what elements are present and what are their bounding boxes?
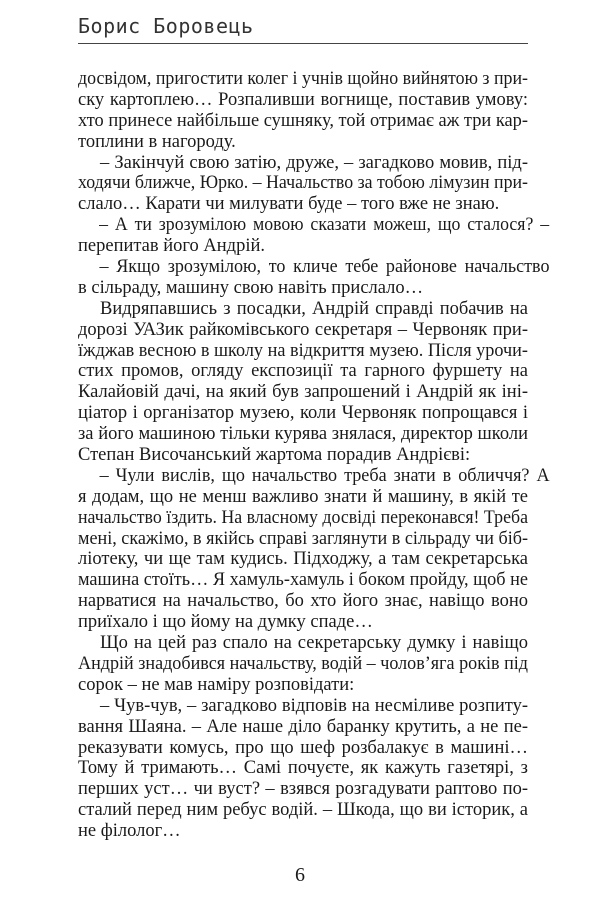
- text-line: начальство їздить. На власному досвіді переконався! Треба: [78, 507, 528, 528]
- paragraph: [78, 153, 528, 216]
- text-line: Степан Височанський жартома порадив Андрієві:: [78, 445, 471, 466]
- text-line: Що на цей раз спало на секретарську думку і навіщо: [100, 633, 528, 654]
- text-line: – Чули вислів, що начальство треба знати в обличчя? А: [99, 465, 550, 486]
- header-rule: [78, 43, 528, 44]
- text-line: Видряпавшись з посадки, Андрій справді побачив на: [100, 298, 528, 319]
- text-line: ходячи ближче, Юрко. – Начальство за тобою лімузин при-: [78, 173, 528, 194]
- text-line: машина стоїть… Я хамуль-хамуль і боком пройду, щоб не: [78, 570, 528, 591]
- text-line: топлини в нагороду.: [78, 131, 236, 152]
- text-line: Андрій знадобився начальству, водій – чолов’яга років під: [78, 653, 528, 674]
- text-line: досвідом, пригостити колег і учнів щойно вийнятою з при-: [78, 69, 528, 89]
- text-line: приїхало і що йому на думку спаде…: [78, 612, 373, 633]
- text-line: дорозі УАЗик райкомівського секретаря – Червоняк при-: [78, 319, 528, 340]
- text-line: ліотеку, чи ще там кудись. Підходжу, а там секретарська: [78, 549, 528, 570]
- text-line: – Закінчуй свою затію, друже, – загадково мовив, під-: [100, 152, 528, 173]
- running-header-author: Борис Боровець: [78, 14, 254, 38]
- text-line: перших уст… чи вуст? – взявся розгадувати раптово по-: [78, 779, 528, 800]
- text-line: – А ти зрозумілою мовою сказати можеш, що сталося? –: [99, 215, 550, 236]
- text-line: – Якщо зрозумілою, то кличе тебе районове начальство: [99, 257, 550, 278]
- text-line: вання Шаяна. – Але наше діло баранку крутить, а не пе-: [78, 716, 528, 737]
- text-line: нарватися на начальство, бо хто його знає, навіщо воно: [78, 591, 528, 612]
- text-line: реказувати комусь, про що шеф розбалакує в машині…: [78, 737, 528, 758]
- paragraph: [78, 696, 528, 842]
- text-line: я додам, що не менш важливо знати й машину, в якій те: [78, 486, 528, 507]
- text-line: сталий перед ним ребус водій. – Шкода, що ви історик, а: [78, 800, 528, 821]
- text-line: Тому й тримають… Самі почуєте, як кажуть газетярі, з: [78, 758, 528, 779]
- text-line: хто принесе найбільше сушняку, той отримає аж три кар-: [78, 110, 528, 131]
- paragraph: [78, 215, 550, 257]
- text-line: мені, скажімо, в якійсь справі заглянути в сільраду чи біб-: [78, 528, 528, 549]
- text-line: – Чув-чув, – загадково відповів на несміливе розпиту-: [100, 695, 528, 716]
- text-line: в сільраду, машину свою навіть прислало…: [78, 277, 424, 298]
- text-line: перепитав його Андрій.: [78, 236, 265, 257]
- paragraph: [78, 465, 550, 633]
- paragraph: [78, 633, 528, 696]
- text-line: їжджав весною в школу на відкриття музею. Після урочи-: [78, 340, 528, 361]
- text-line: не філолог…: [78, 821, 181, 842]
- text-line: слало… Карати чи милувати буде – того вже не знаю.: [78, 194, 500, 215]
- page-body-text: [78, 69, 550, 842]
- paragraph: [78, 299, 528, 466]
- text-line: ску картоплею… Розпаливши вогнище, поставив умову:: [78, 89, 528, 110]
- paragraph: [78, 257, 550, 299]
- text-line: стих промов, огляду експозиції та гарного фуршету на: [78, 361, 528, 382]
- page-number: 6: [295, 864, 305, 886]
- text-line: Калайовій дачі, на який був запрошений і Андрій як іні-: [78, 382, 528, 403]
- paragraph: [78, 69, 528, 153]
- text-line: сорок – не мав наміру розповідати:: [78, 674, 355, 695]
- text-line: ціатор і організатор музею, коли Червоняк попрощався і: [78, 403, 528, 424]
- text-line: за його машиною тільки курява знялася, директор школи: [78, 424, 528, 445]
